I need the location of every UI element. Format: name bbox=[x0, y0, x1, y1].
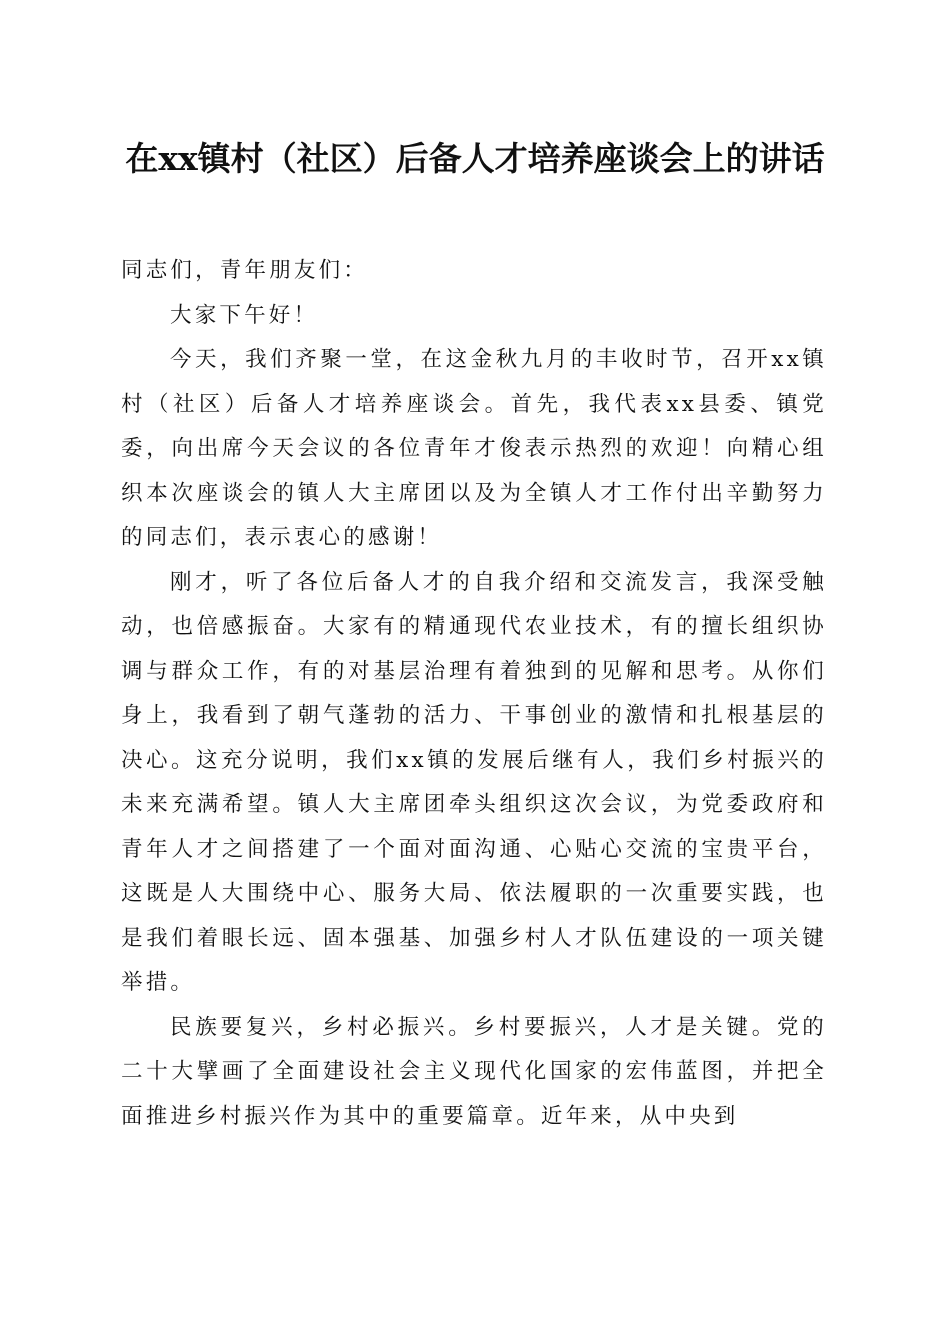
paragraph-impressions: 刚才，听了各位后备人才的自我介绍和交流发言，我深受触动，也倍感振奋。大家有的精通现代农业技术，有的擅长组织协调与群众工作，有的对基层治理有着独到的见解和思考。从你们身上，我看到了朝气蓬勃的活力、干事创业的激情和扎根基层的决心。这充分说明，我们xx镇的发展后继有人，我们乡村振兴的未来充满希望。镇人大主席团牵头组织这次会议，为党委政府和青年人才之间搭建了一个面对面沟通、心贴心交流的宝贵平台，这既是人大围绕中心、服务大局、依法履职的一次重要实践，也是我们着眼长远、固本强基、加强乡村人才队伍建设的一项关键举措。 bbox=[121, 569, 827, 995]
paragraph-greeting: 大家下午好！ bbox=[170, 302, 319, 328]
salutation: 同志们，青年朋友们： bbox=[121, 258, 369, 283]
document-body bbox=[121, 249, 827, 1139]
paragraph-welcome: 今天，我们齐聚一堂，在这金秋九月的丰收时节，召开xx镇村（社区）后备人才培养座谈会。首先，我代表xx县委、镇党委，向出席今天会议的各位青年才俊表示热烈的欢迎！向精心组织本次座谈会的镇人大主席团以及为全镇人才工作付出辛勤努力的同志们，表示衷心的感谢！ bbox=[121, 347, 827, 550]
paragraph-rural-revitalization: 民族要复兴，乡村必振兴。乡村要振兴，人才是关键。党的二十大擘画了全面建设社会主义现代化国家的宏伟蓝图，并把全面推进乡村振兴作为其中的重要篇章。近年来，从中央到 bbox=[121, 1014, 827, 1129]
document-title: 在xx镇村（社区）后备人才培养座谈会上的讲话 bbox=[125, 139, 825, 178]
